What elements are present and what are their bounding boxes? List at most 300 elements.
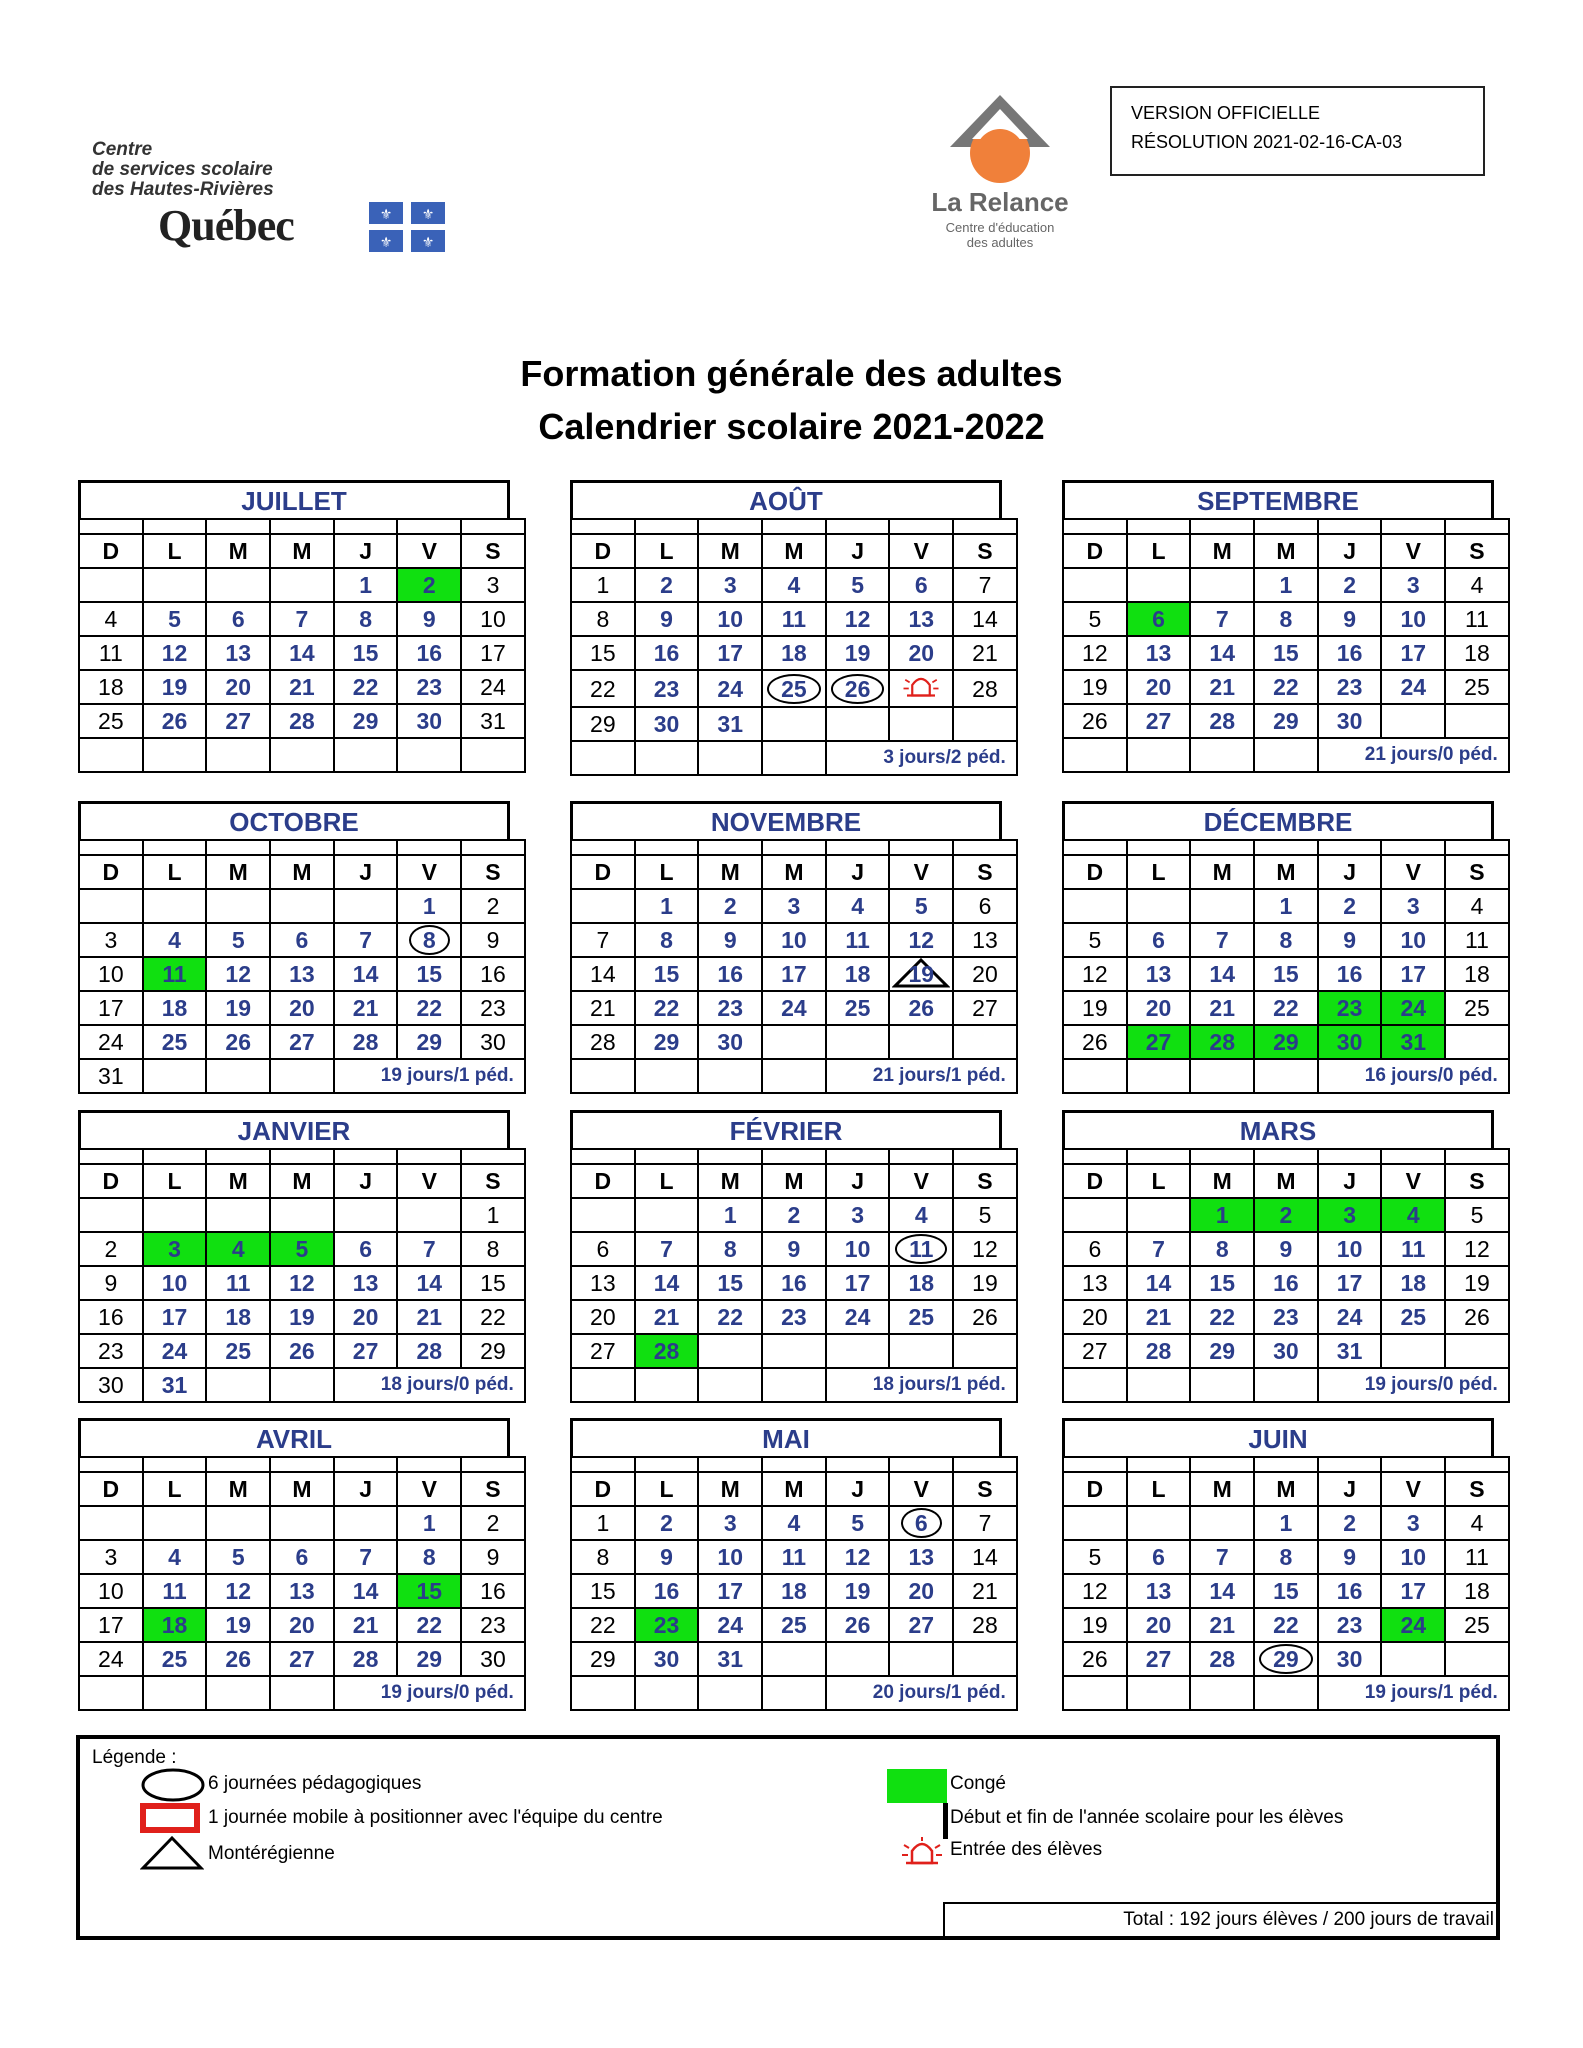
day-cell: 6 — [1063, 1232, 1127, 1266]
weekday-header: L — [143, 1472, 207, 1506]
day-cell: 22 — [1254, 1608, 1318, 1642]
day-cell: 22 — [571, 1608, 635, 1642]
empty-cell — [826, 1334, 890, 1368]
day-cell: 28 — [1127, 1334, 1191, 1368]
weekday-header: S — [953, 1164, 1017, 1198]
month-summary: 21 jours/1 péd. — [826, 1059, 1017, 1093]
empty-cell — [270, 1368, 334, 1402]
day-cell: 25 — [1445, 670, 1509, 704]
day-cell: 18 — [1381, 1266, 1445, 1300]
month-juillet — [78, 480, 510, 780]
day-cell: 6 — [1127, 923, 1191, 957]
weekday-header: M — [762, 855, 826, 889]
quebec-flag-icon — [367, 200, 447, 254]
day-cell: 13 — [1063, 1266, 1127, 1300]
month-summary: 18 jours/1 péd. — [826, 1368, 1017, 1402]
day-cell: 14 — [270, 636, 334, 670]
weekday-header: M — [206, 534, 270, 568]
day-cell: 19 — [206, 1608, 270, 1642]
month-name: AOÛT — [570, 480, 1002, 520]
weekday-header: V — [397, 534, 461, 568]
legend-title: Légende : — [92, 1747, 177, 1768]
day-cell: 22 — [334, 670, 398, 704]
day-cell: 28 — [334, 1025, 398, 1059]
month-grid — [570, 1456, 1018, 1711]
weekday-header: L — [635, 1164, 699, 1198]
day-cell: 15 — [397, 1574, 461, 1608]
day-cell: 25 — [826, 991, 890, 1025]
day-cell: 20 — [1127, 670, 1191, 704]
day-cell: 26 — [889, 991, 953, 1025]
empty-cell — [79, 1506, 143, 1540]
day-cell: 5 — [206, 923, 270, 957]
day-cell: 11 — [79, 636, 143, 670]
day-cell: 25 — [143, 1025, 207, 1059]
day-cell: 23 — [1318, 1608, 1382, 1642]
day-cell: 10 — [79, 957, 143, 991]
day-cell-entree — [889, 670, 953, 707]
empty-cell — [698, 1059, 762, 1093]
empty-cell — [698, 1334, 762, 1368]
month-name: MARS — [1062, 1110, 1494, 1150]
day-cell: 15 — [1254, 636, 1318, 670]
weekday-header: M — [206, 855, 270, 889]
day-cell: 20 — [1063, 1300, 1127, 1334]
empty-cell — [206, 1059, 270, 1093]
black-bar-icon — [943, 1803, 948, 1839]
day-cell: 31 — [143, 1368, 207, 1402]
month-name: JUILLET — [78, 480, 510, 520]
day-cell: 20 — [1127, 1608, 1191, 1642]
month-grid — [1062, 839, 1510, 1094]
weekday-header: J — [334, 855, 398, 889]
day-cell: 3 — [79, 1540, 143, 1574]
day-cell: 11 — [1445, 923, 1509, 957]
weekday-header: M — [762, 534, 826, 568]
day-cell — [1254, 1642, 1318, 1676]
day-cell: 4 — [889, 1198, 953, 1232]
empty-cell — [762, 707, 826, 741]
day-cell: 6 — [953, 889, 1017, 923]
green-swatch-icon — [887, 1769, 947, 1803]
day-cell: 24 — [762, 991, 826, 1025]
empty-cell — [1127, 1676, 1191, 1710]
day-cell: 27 — [1127, 1025, 1191, 1059]
day-cell: 26 — [1063, 1642, 1127, 1676]
day-cell: 3 — [143, 1232, 207, 1266]
day-cell: 15 — [1254, 1574, 1318, 1608]
weekday-header: D — [1063, 1164, 1127, 1198]
day-cell: 27 — [270, 1642, 334, 1676]
empty-cell — [635, 1676, 699, 1710]
day-cell: 9 — [1318, 923, 1382, 957]
day-cell: 11 — [143, 957, 207, 991]
day-cell: 7 — [953, 568, 1017, 602]
weekday-header: V — [397, 1164, 461, 1198]
empty-cell — [635, 741, 699, 775]
month-octobre — [78, 801, 514, 1101]
empty-cell — [79, 1676, 143, 1710]
day-cell: 14 — [397, 1266, 461, 1300]
empty-cell — [1445, 1642, 1509, 1676]
empty-cell — [1190, 1059, 1254, 1093]
month-name: JUIN — [1062, 1418, 1494, 1458]
weekday-header: V — [1381, 1472, 1445, 1506]
day-cell: 2 — [698, 889, 762, 923]
triangle-day: 19 — [908, 961, 935, 987]
day-cell: 15 — [1254, 957, 1318, 991]
legend-total: Total : 192 jours élèves / 200 jours de travail — [943, 1902, 1498, 1936]
version-box — [1110, 86, 1485, 176]
empty-cell — [1127, 568, 1191, 602]
month-novembre — [570, 801, 1006, 1101]
day-cell: 29 — [1254, 704, 1318, 738]
empty-cell — [953, 707, 1017, 741]
day-cell: 14 — [1190, 1574, 1254, 1608]
day-cell: 16 — [1318, 957, 1382, 991]
day-cell: 14 — [1127, 1266, 1191, 1300]
day-cell: 12 — [826, 602, 890, 636]
weekday-header: M — [762, 1472, 826, 1506]
empty-cell — [1063, 1506, 1127, 1540]
weekday-header: M — [1254, 1164, 1318, 1198]
empty-cell — [826, 707, 890, 741]
day-cell: 4 — [1381, 1198, 1445, 1232]
day-cell: 16 — [397, 636, 461, 670]
empty-cell — [334, 889, 398, 923]
day-cell: 10 — [762, 923, 826, 957]
empty-cell — [270, 889, 334, 923]
day-cell: 11 — [1381, 1232, 1445, 1266]
day-cell: 1 — [397, 889, 461, 923]
day-cell: 6 — [1127, 1540, 1191, 1574]
empty-cell — [1127, 738, 1191, 772]
month-grid — [570, 1148, 1018, 1403]
day-cell: 17 — [698, 636, 762, 670]
day-cell: 5 — [953, 1198, 1017, 1232]
day-cell: 15 — [1190, 1266, 1254, 1300]
day-cell: 22 — [1190, 1300, 1254, 1334]
day-cell: 27 — [953, 991, 1017, 1025]
day-cell: 10 — [826, 1232, 890, 1266]
day-cell: 17 — [1381, 636, 1445, 670]
day-cell: 27 — [889, 1608, 953, 1642]
alarm-icon — [901, 671, 941, 699]
empty-cell — [1445, 1025, 1509, 1059]
day-cell: 1 — [334, 568, 398, 602]
empty-cell — [1190, 1506, 1254, 1540]
weekday-header: D — [79, 1164, 143, 1198]
empty-cell — [571, 1676, 635, 1710]
day-cell: 19 — [143, 670, 207, 704]
day-cell: 30 — [1318, 1025, 1382, 1059]
day-cell: 3 — [1381, 889, 1445, 923]
day-cell: 8 — [397, 1540, 461, 1574]
weekday-header: J — [1318, 1164, 1382, 1198]
day-cell: 16 — [461, 957, 525, 991]
weekday-header: V — [397, 855, 461, 889]
day-cell: 2 — [1254, 1198, 1318, 1232]
day-cell: 24 — [143, 1334, 207, 1368]
house-sun-icon — [900, 95, 1100, 187]
day-cell: 20 — [1127, 991, 1191, 1025]
empty-cell — [635, 1368, 699, 1402]
day-cell: 19 — [270, 1300, 334, 1334]
day-cell: 16 — [1318, 1574, 1382, 1608]
day-cell: 16 — [1318, 636, 1382, 670]
day-cell: 23 — [698, 991, 762, 1025]
day-cell: 16 — [1254, 1266, 1318, 1300]
empty-cell — [270, 1506, 334, 1540]
day-cell: 12 — [143, 636, 207, 670]
day-cell: 13 — [953, 923, 1017, 957]
empty-cell — [953, 1334, 1017, 1368]
day-cell — [762, 670, 826, 707]
day-cell: 4 — [79, 602, 143, 636]
empty-cell — [1254, 1059, 1318, 1093]
month-summary: 3 jours/2 péd. — [826, 741, 1017, 775]
day-cell: 21 — [953, 636, 1017, 670]
weekday-header: M — [1254, 855, 1318, 889]
day-cell: 11 — [206, 1266, 270, 1300]
day-cell: 12 — [953, 1232, 1017, 1266]
month-fevrier — [570, 1110, 1006, 1410]
day-cell: 28 — [270, 704, 334, 738]
ellipse-icon — [140, 1767, 206, 1803]
legend-conge: Congé — [950, 1773, 1006, 1794]
month-avril — [78, 1418, 514, 1718]
empty-cell — [1254, 1676, 1318, 1710]
day-cell: 26 — [143, 704, 207, 738]
day-cell: 30 — [1318, 1642, 1382, 1676]
empty-cell — [1127, 1506, 1191, 1540]
empty-cell — [79, 568, 143, 602]
day-cell: 7 — [1190, 602, 1254, 636]
weekday-header: S — [953, 1472, 1017, 1506]
empty-cell — [1063, 738, 1127, 772]
day-cell: 9 — [635, 602, 699, 636]
empty-cell — [1254, 1368, 1318, 1402]
empty-cell — [206, 568, 270, 602]
csshr-logo — [92, 140, 452, 260]
weekday-header: L — [1127, 1472, 1191, 1506]
day-cell: 3 — [698, 568, 762, 602]
month-summary: 19 jours/0 péd. — [334, 1676, 525, 1710]
day-cell: 3 — [79, 923, 143, 957]
day-cell: 24 — [79, 1642, 143, 1676]
day-cell: 28 — [397, 1334, 461, 1368]
svg-text:⚜: ⚜ — [379, 234, 393, 250]
day-cell: 26 — [1063, 704, 1127, 738]
day-cell: 22 — [397, 1608, 461, 1642]
day-cell: 4 — [762, 1506, 826, 1540]
empty-cell — [698, 1368, 762, 1402]
day-cell: 8 — [461, 1232, 525, 1266]
day-cell: 21 — [1190, 991, 1254, 1025]
day-cell: 29 — [461, 1334, 525, 1368]
empty-cell — [889, 1334, 953, 1368]
day-cell: 17 — [79, 991, 143, 1025]
month-summary: 19 jours/1 péd. — [334, 1059, 525, 1093]
alarm-icon — [900, 1835, 944, 1867]
day-cell: 16 — [635, 1574, 699, 1608]
day-cell: 14 — [1190, 636, 1254, 670]
month-grid — [1062, 1148, 1510, 1403]
empty-cell — [571, 1198, 635, 1232]
month-summary: 18 jours/0 péd. — [334, 1368, 525, 1402]
empty-cell — [79, 738, 143, 772]
empty-cell — [889, 707, 953, 741]
day-cell: 19 — [953, 1266, 1017, 1300]
day-cell: 23 — [635, 1608, 699, 1642]
empty-cell — [143, 1198, 207, 1232]
empty-cell — [79, 1198, 143, 1232]
day-cell: 10 — [1381, 1540, 1445, 1574]
day-cell: 23 — [635, 670, 699, 707]
la-relance-logo — [900, 95, 1100, 255]
day-cell: 2 — [397, 568, 461, 602]
weekday-header: L — [635, 534, 699, 568]
day-cell: 7 — [1127, 1232, 1191, 1266]
day-cell: 8 — [334, 602, 398, 636]
day-cell: 6 — [334, 1232, 398, 1266]
day-cell: 27 — [571, 1334, 635, 1368]
month-name: OCTOBRE — [78, 801, 510, 841]
empty-cell — [334, 738, 398, 772]
month-mai — [570, 1418, 1006, 1718]
empty-cell — [889, 1025, 953, 1059]
day-cell: 19 — [826, 636, 890, 670]
day-cell: 31 — [461, 704, 525, 738]
circled-day: 29 — [1259, 1644, 1313, 1674]
month-grid — [1062, 518, 1510, 773]
weekday-header: M — [1190, 1472, 1254, 1506]
day-cell: 12 — [1445, 1232, 1509, 1266]
day-cell: 6 — [1127, 602, 1191, 636]
day-cell: 12 — [206, 957, 270, 991]
month-grid — [570, 839, 1018, 1094]
day-cell: 23 — [762, 1300, 826, 1334]
day-cell: 14 — [334, 1574, 398, 1608]
day-cell: 31 — [1381, 1025, 1445, 1059]
day-cell: 26 — [1445, 1300, 1509, 1334]
day-cell: 23 — [79, 1334, 143, 1368]
weekday-header: M — [206, 1164, 270, 1198]
day-cell — [889, 1232, 953, 1266]
day-cell: 30 — [461, 1642, 525, 1676]
day-cell: 15 — [571, 1574, 635, 1608]
empty-cell — [1063, 1368, 1127, 1402]
day-cell: 13 — [206, 636, 270, 670]
day-cell: 13 — [889, 602, 953, 636]
empty-cell — [1445, 1334, 1509, 1368]
day-cell: 11 — [1445, 1540, 1509, 1574]
day-cell: 11 — [143, 1574, 207, 1608]
day-cell: 8 — [1254, 923, 1318, 957]
day-cell: 22 — [461, 1300, 525, 1334]
circled-day: 6 — [901, 1508, 942, 1538]
day-cell: 5 — [270, 1232, 334, 1266]
day-cell: 21 — [953, 1574, 1017, 1608]
day-cell: 17 — [79, 1608, 143, 1642]
weekday-header: J — [826, 1164, 890, 1198]
day-cell: 4 — [1445, 568, 1509, 602]
empty-cell — [206, 889, 270, 923]
day-cell: 6 — [889, 568, 953, 602]
day-cell: 8 — [1254, 602, 1318, 636]
day-cell: 15 — [635, 957, 699, 991]
circled-day: 25 — [767, 674, 821, 704]
day-cell: 24 — [79, 1025, 143, 1059]
day-cell: 2 — [635, 1506, 699, 1540]
day-cell: 26 — [270, 1334, 334, 1368]
day-cell: 28 — [1190, 1642, 1254, 1676]
empty-cell — [1127, 889, 1191, 923]
weekday-header: M — [270, 1164, 334, 1198]
empty-cell — [762, 1368, 826, 1402]
day-cell: 1 — [571, 1506, 635, 1540]
day-cell: 20 — [953, 957, 1017, 991]
empty-cell — [1445, 704, 1509, 738]
day-cell: 17 — [143, 1300, 207, 1334]
empty-cell — [270, 568, 334, 602]
day-cell: 29 — [397, 1642, 461, 1676]
day-cell: 24 — [1381, 670, 1445, 704]
empty-cell — [1063, 1198, 1127, 1232]
day-cell: 14 — [571, 957, 635, 991]
svg-text:⚜: ⚜ — [379, 206, 393, 222]
empty-cell — [1190, 1676, 1254, 1710]
day-cell: 21 — [1127, 1300, 1191, 1334]
month-summary: 21 jours/0 péd. — [1318, 738, 1509, 772]
weekday-header: D — [1063, 534, 1127, 568]
day-cell: 6 — [270, 1540, 334, 1574]
day-cell: 5 — [1063, 1540, 1127, 1574]
weekday-header: M — [206, 1472, 270, 1506]
day-cell: 24 — [461, 670, 525, 704]
day-cell: 19 — [206, 991, 270, 1025]
day-cell: 12 — [1063, 636, 1127, 670]
weekday-header: D — [571, 855, 635, 889]
day-cell: 11 — [826, 923, 890, 957]
weekday-header: V — [397, 1472, 461, 1506]
day-cell: 14 — [953, 1540, 1017, 1574]
month-aout — [570, 480, 1006, 780]
legend — [76, 1735, 1500, 1940]
day-cell: 17 — [1381, 1574, 1445, 1608]
weekday-header: J — [826, 855, 890, 889]
day-cell: 25 — [206, 1334, 270, 1368]
weekday-header: M — [270, 534, 334, 568]
day-cell: 9 — [461, 923, 525, 957]
day-cell: 26 — [826, 1608, 890, 1642]
day-cell: 22 — [397, 991, 461, 1025]
day-cell: 19 — [1063, 991, 1127, 1025]
day-cell: 9 — [1318, 602, 1382, 636]
day-cell: 10 — [1381, 923, 1445, 957]
month-name: AVRIL — [78, 1418, 510, 1458]
day-cell: 4 — [143, 923, 207, 957]
day-cell: 13 — [270, 1574, 334, 1608]
empty-cell — [762, 1059, 826, 1093]
logo-line3: des Hautes-Rivières — [92, 179, 274, 200]
day-cell: 17 — [698, 1574, 762, 1608]
day-cell: 15 — [698, 1266, 762, 1300]
day-cell: 9 — [79, 1266, 143, 1300]
month-decembre — [1062, 801, 1498, 1101]
month-grid — [78, 839, 526, 1094]
weekday-header: M — [1190, 534, 1254, 568]
